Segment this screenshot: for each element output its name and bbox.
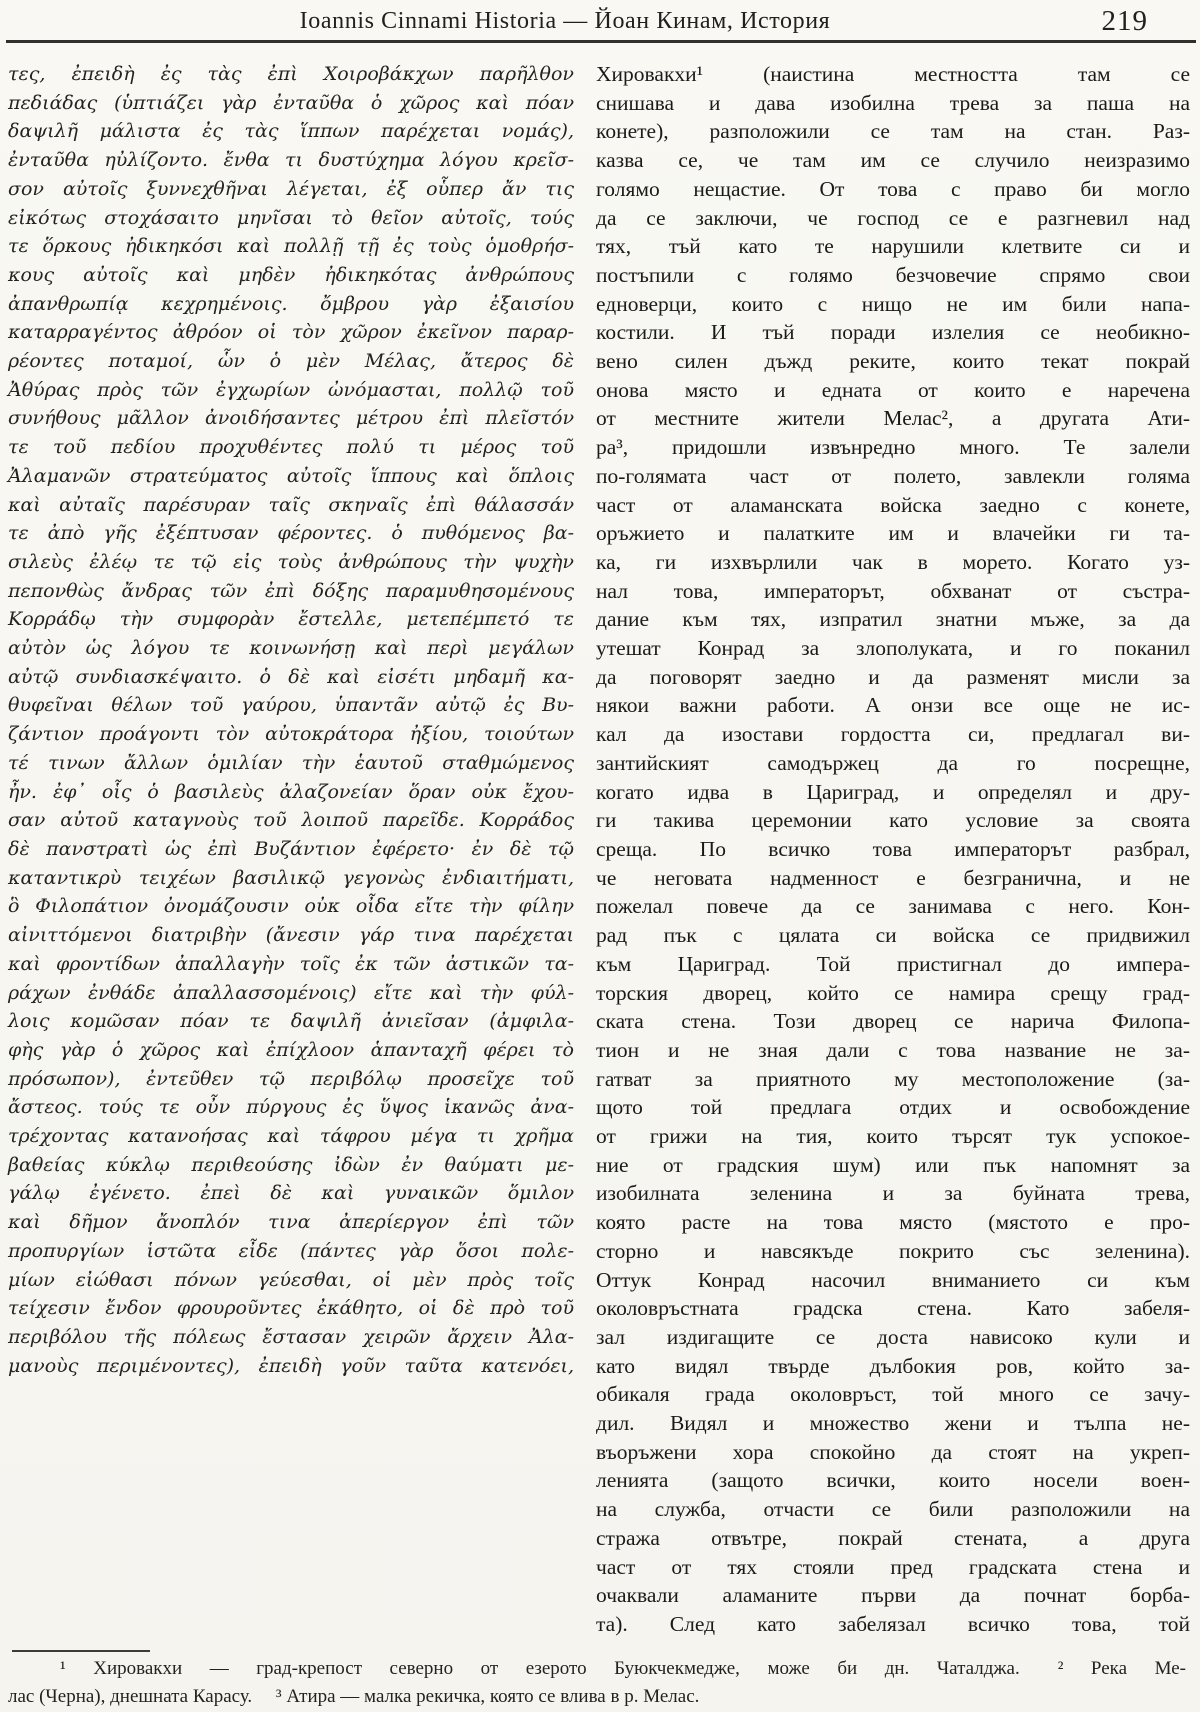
text-line: дил. Видял и множество жени и тълпа не-: [596, 1411, 1190, 1436]
text-line: δὲ πανστρατὶ ὡς ἐπὶ Βυζάντιον ἐφέρετο· ἐν δὲ τῷ: [8, 837, 574, 860]
text-line: ги такива церемонии като условие за своята: [596, 808, 1190, 833]
footnotes-block: [8, 1655, 1186, 1710]
two-column-body: [8, 60, 1190, 1639]
text-line: торския дворец, който се намира срещу град-: [596, 980, 1190, 1005]
text-line: σον αὐτοῖς ξυννεχθῆναι λέγεται, ἐξ οὗπερ ἄν τις: [8, 177, 574, 200]
text-line: σιλεὺς ἐλέῳ τε τῷ εἰς τοὺς ἀνθρώπους τὴν ψυχὴν: [8, 550, 574, 573]
text-line: на служба, отчасти се били разположили на: [596, 1497, 1190, 1522]
text-line: утешат Конрад за злополуката, и го поканил: [596, 636, 1190, 661]
text-line: φὴς γὰρ ὁ χῶρος καὶ ἐπίχλοον ἁπανταχῆ φέρει τὸ: [8, 1038, 574, 1061]
text-line: въоръжени хора спокойно да стоят на укреп-: [596, 1439, 1190, 1464]
text-line: голямо нещастие. От това с право би могло: [596, 176, 1190, 201]
text-line: рад пък с цялата си войска се придвижил: [596, 923, 1190, 948]
text-line: σαν αὐτοῦ καταγνοὺς τοῦ λοιποῦ παρεῖδε. Κορράδος: [8, 809, 574, 832]
text-line: казва се, че там им се случило неизразимо: [596, 148, 1190, 173]
text-line: та). След като забелязал всичко това, той: [596, 1611, 1190, 1636]
text-line: μανοὺς περιμένοντες), ἐπειδὴ γοῦν ταῦτα κατενόει,: [8, 1354, 574, 1377]
text-line: καταρραγέντος ἀθρόον οἱ τὸν χῶρον ἐκεῖνον παραρ-: [8, 321, 574, 344]
text-line: кал да изостави гордостта си, предлагал ви-: [596, 722, 1190, 747]
text-line: очаквали аламаните първи да почнат борба-: [596, 1583, 1190, 1608]
text-line: към Цариград. Той пристигнал до импера-: [596, 951, 1190, 976]
header-rule: [6, 40, 1196, 43]
text-line: καὶ δῆμον ἄνοπλόν τινα ἀπερίεργον ἐπὶ τῶν: [8, 1211, 574, 1234]
bulgarian-translation-column: [596, 60, 1190, 1639]
text-line: ἄστεος. τούς τε οὖν πύργους ἐς ὕψος ἱκανῶς ἀνα-: [8, 1096, 574, 1119]
text-line: да поговорят заедно и да разменят мисли за: [596, 664, 1190, 689]
text-line: зал издигащите се доста нависоко кули и: [596, 1324, 1190, 1349]
text-line: ἦν. ἐφ᾽ οἷς ὁ βασιλεὺς ἀλαζονείαν ὅραν οὐκ ἔχου-: [8, 780, 574, 803]
text-line: изобилната зеленина и за буйната трева,: [596, 1181, 1190, 1206]
text-line: ζάντιον προάγοντι τὸν αὐτοκράτορα ἠξίου, τοιούτων: [8, 723, 574, 746]
text-line: τες, ἐπειδὴ ἐς τὰς ἐπὶ Χοιροβάκχων παρῆλθον: [8, 63, 574, 85]
footnote-separator-rule: [12, 1650, 150, 1652]
text-line: дание към тях, изпратил знатни мъже, за да: [596, 607, 1190, 632]
text-line: τέ τινων ἄλλων ὁμιλίαν τὴν ἑαυτοῦ σταθμώμενος: [8, 751, 574, 774]
text-line: обикаля града околовръст, той много се зачу-: [596, 1382, 1190, 1407]
text-line: ἐνταῦθα ηὐλίζοντο. ἔνθα τι δυστύχημα λόγου κρεῖσ-: [8, 149, 574, 172]
text-line: αἰνιττόμενοι διατριβὴν (ἄνεσιν γάρ τινα παρέχεται: [8, 924, 574, 947]
text-line: πεπονθὼς ἄνδρας τῶν ἐπὶ δόξης παραμυθησομένους: [8, 579, 574, 602]
text-line: λοις κομῶσαν πόαν τε δαψιλῆ ἀνιεῖσαν (ἀμφιλα-: [8, 1010, 574, 1033]
text-line: αὐτὸν ὡς λόγου τε κοινωνήσῃ καὶ περὶ μεγάλων: [8, 637, 574, 660]
text-line: θυφεῖναι θέλων τοῦ γαύρου, ὑπαντᾶν αὐτῷ ἐς Βυ-: [8, 694, 574, 717]
text-line: Хировакхи¹ (наистина местността там се: [596, 62, 1190, 86]
text-line: καταντικρὺ τειχέων βασιλικῷ γεγονὼς ἐνδιαιτήματι,: [8, 866, 574, 889]
text-line: като видял твърде дълбокия ров, който за-: [596, 1353, 1190, 1378]
text-line: ние от градския шум) или пък напомнят за: [596, 1152, 1190, 1177]
text-line: нал това, императорът, обхванат от състра-: [596, 578, 1190, 603]
text-line: κους αὐτοῖς καὶ μηδὲν ἠδικηκότας ἀνθρώπους: [8, 263, 574, 286]
text-line: πεδιάδας (ὑπτιάζει γὰρ ἐνταῦθα ὁ χῶρος καὶ πόαν: [8, 91, 574, 114]
footnote-line: лас (Черна), днешната Карасу. ³ Атира — малка рекичка, която се влива в р. Мелас.: [8, 1685, 700, 1707]
text-line: καὶ φροντίδων ἀπαλλαγὴν τοῖς ἐκ τῶν ἀστικῶν τα-: [8, 952, 574, 975]
text-line: конете), разположили се там на стан. Раз-: [596, 119, 1190, 144]
text-line: ἀπανθρωπίᾳ κεχρημένοις. ὄμβρου γὰρ ἐξαισίου: [8, 292, 574, 315]
text-line: едноверци, които с нищо не им били напа-: [596, 291, 1190, 316]
text-line: βαθείας κύκλῳ περιθεούσης ἰδὼν ἐν θαύματι με-: [8, 1153, 574, 1176]
text-line: някои важни работи. А онзи все още не ис-: [596, 693, 1190, 718]
text-line: Ἀλαμανῶν στρατεύματος αὐτοῖς ἵππους καὶ ὅπλοις: [8, 464, 574, 487]
text-line: Оттук Конрад насочил вниманието си към: [596, 1267, 1190, 1292]
text-line: τε ὅρκους ἠδικηκόσι καὶ πολλῇ τῇ ἐς τοὺς ὁμοθρήσ-: [8, 235, 574, 258]
page-number: 219: [1101, 5, 1148, 37]
text-line: постъпили с голямо безчовечие спрямо свои: [596, 262, 1190, 287]
text-line: τε τοῦ πεδίου προχυθέντες πολύ τι μέρος τοῦ: [8, 436, 574, 459]
text-line: αὐτῷ συνδιασκέψαιτο. ὁ δὲ καὶ εἰσέτι μηδαμῆ κα-: [8, 665, 574, 688]
text-line: γάλῳ ἐγένετο. ἐπεὶ δὲ καὶ γυναικῶν ὅμιλον: [8, 1182, 574, 1205]
text-line: щото той предлага отдих и освобождение: [596, 1095, 1190, 1120]
text-line: костили. И тъй поради излелия се необикно-: [596, 320, 1190, 345]
text-line: πρόσωπον), ἐντεῦθεν τῷ περιβόλῳ προσεῖχε τοῦ: [8, 1067, 574, 1090]
text-line: τείχεσιν ἔνδον φρουροῦντες ἐκάθητο, οἱ δὲ πρὸ τοῦ: [8, 1297, 574, 1320]
text-line: стража отвътре, покрай стената, а друга: [596, 1525, 1190, 1550]
text-line: Κορράδῳ τὴν συμφορὰν ἔστελλε, μετεπέμπετό τε: [8, 608, 574, 631]
text-line: тях, тъй като те нарушили клетвите си и: [596, 234, 1190, 259]
footnote-line: ¹ Хировакхи — град-крепост северно от езерото Буюкчекмедже, може би дн. Чаталджа. ² Река Ме-: [60, 1658, 1186, 1679]
text-line: ленията (защото всички, които носели воен-: [596, 1468, 1190, 1493]
text-line: когато идва в Цариград, и определял и дру-: [596, 779, 1190, 804]
text-line: от местните жители Мелас², а другата Ати-: [596, 406, 1190, 431]
text-line: περιβόλου τῆς πόλεως ἔστασαν χειρῶν ἄρχειν Ἀλα-: [8, 1325, 574, 1348]
text-line: Ἀθύρας πρὸς τῶν ἐγχωρίων ὠνόμασται, πολλῷ τοῦ: [8, 378, 574, 401]
text-line: снишава и дава изобилна трева за паша на: [596, 90, 1190, 115]
text-line: тион и не зная дали с това название не за-: [596, 1037, 1190, 1062]
text-line: част от аламанската войска заедно с конете,: [596, 492, 1190, 517]
text-line: ската стена. Този дворец се нарича Филопа-: [596, 1009, 1190, 1034]
text-line: προπυργίων ἱστῶτα εἶδε (πάντες γὰρ ὅσοι πολε-: [8, 1239, 574, 1262]
text-line: ра³, придошли извънредно много. Те залели: [596, 435, 1190, 460]
text-line: εἰκότως στοχάσαιτο μηνῖσαι τὸ θεῖον αὐτοῖς, τούς: [8, 206, 574, 229]
text-line: гатват за приятното му местоположение (за-: [596, 1066, 1190, 1091]
text-line: оръжието и палатките им и влачейки ги та-: [596, 521, 1190, 546]
text-line: зантийският самодържец да го посрещне,: [596, 750, 1190, 775]
text-line: ρέοντες ποταμοί, ὧν ὁ μὲν Μέλας, ἄτερος δὲ: [8, 350, 574, 373]
text-line: ка, ги изхвърлили чак в морето. Когато уз-: [596, 549, 1190, 574]
text-line: част от тях стояли пред градската стена и: [596, 1554, 1190, 1579]
text-line: среща. По всичко това императорът разбрал,: [596, 836, 1190, 861]
greek-text-column: [8, 60, 574, 1639]
text-line: сторно и навсякъде покрито със зеленина).: [596, 1238, 1190, 1263]
text-line: ὃ Φιλοπάτιον ὀνομάζουσιν οὐκ οἶδα εἴτε τὴν φίλην: [8, 895, 574, 918]
text-line: онова място и едната от които е наречена: [596, 377, 1190, 402]
text-line: която расте на това място (мястото е про-: [596, 1210, 1190, 1235]
text-line: че неговата надменност е безгранична, и не: [596, 865, 1190, 890]
running-header-title: Ioannis Cinnami Historia — Йоан Кинам, История: [299, 8, 831, 34]
text-line: пожелал повече да се занимава с него. Кон-: [596, 894, 1190, 919]
text-line: τε ἀπὸ γῆς ἐξέπτυσαν φέροντες. ὁ πυθόμενος βα-: [8, 522, 574, 545]
text-line: по-голямата част от полето, завлекли голяма: [596, 463, 1190, 488]
text-line: ράχων ἐνθάδε ἀπαλλασσομένοις) εἴτε καὶ τὴν φύλ-: [8, 981, 574, 1004]
text-line: δαψιλῆ μάλιστα ἐς τὰς ἵππων παρέχεται νομάς),: [8, 120, 574, 143]
text-line: околовръстната градска стена. Като забеля-: [596, 1296, 1190, 1321]
text-line: καὶ αὐταῖς παρέσυραν ταῖς σκηναῖς ἐπὶ θάλασσάν: [8, 493, 574, 516]
text-line: да се заключи, че господ се е разгневил над: [596, 205, 1190, 230]
text-line: τρέχοντας κατανοήσας καὶ τάφρου μέγα τι χρῆμα: [8, 1125, 574, 1148]
text-line: от грижи на тия, които търсят тук успокое-: [596, 1124, 1190, 1149]
text-line: μίων εἰώθασι πόνων γεύεσθαι, οἱ μὲν πρὸς τοῖς: [8, 1268, 574, 1291]
text-line: вено силен дъжд реките, които текат покрай: [596, 349, 1190, 374]
text-line: συνήθους μᾶλλον ἀνοιδήσαντες μέτρου ἐπὶ πλεῖστόν: [8, 407, 574, 430]
